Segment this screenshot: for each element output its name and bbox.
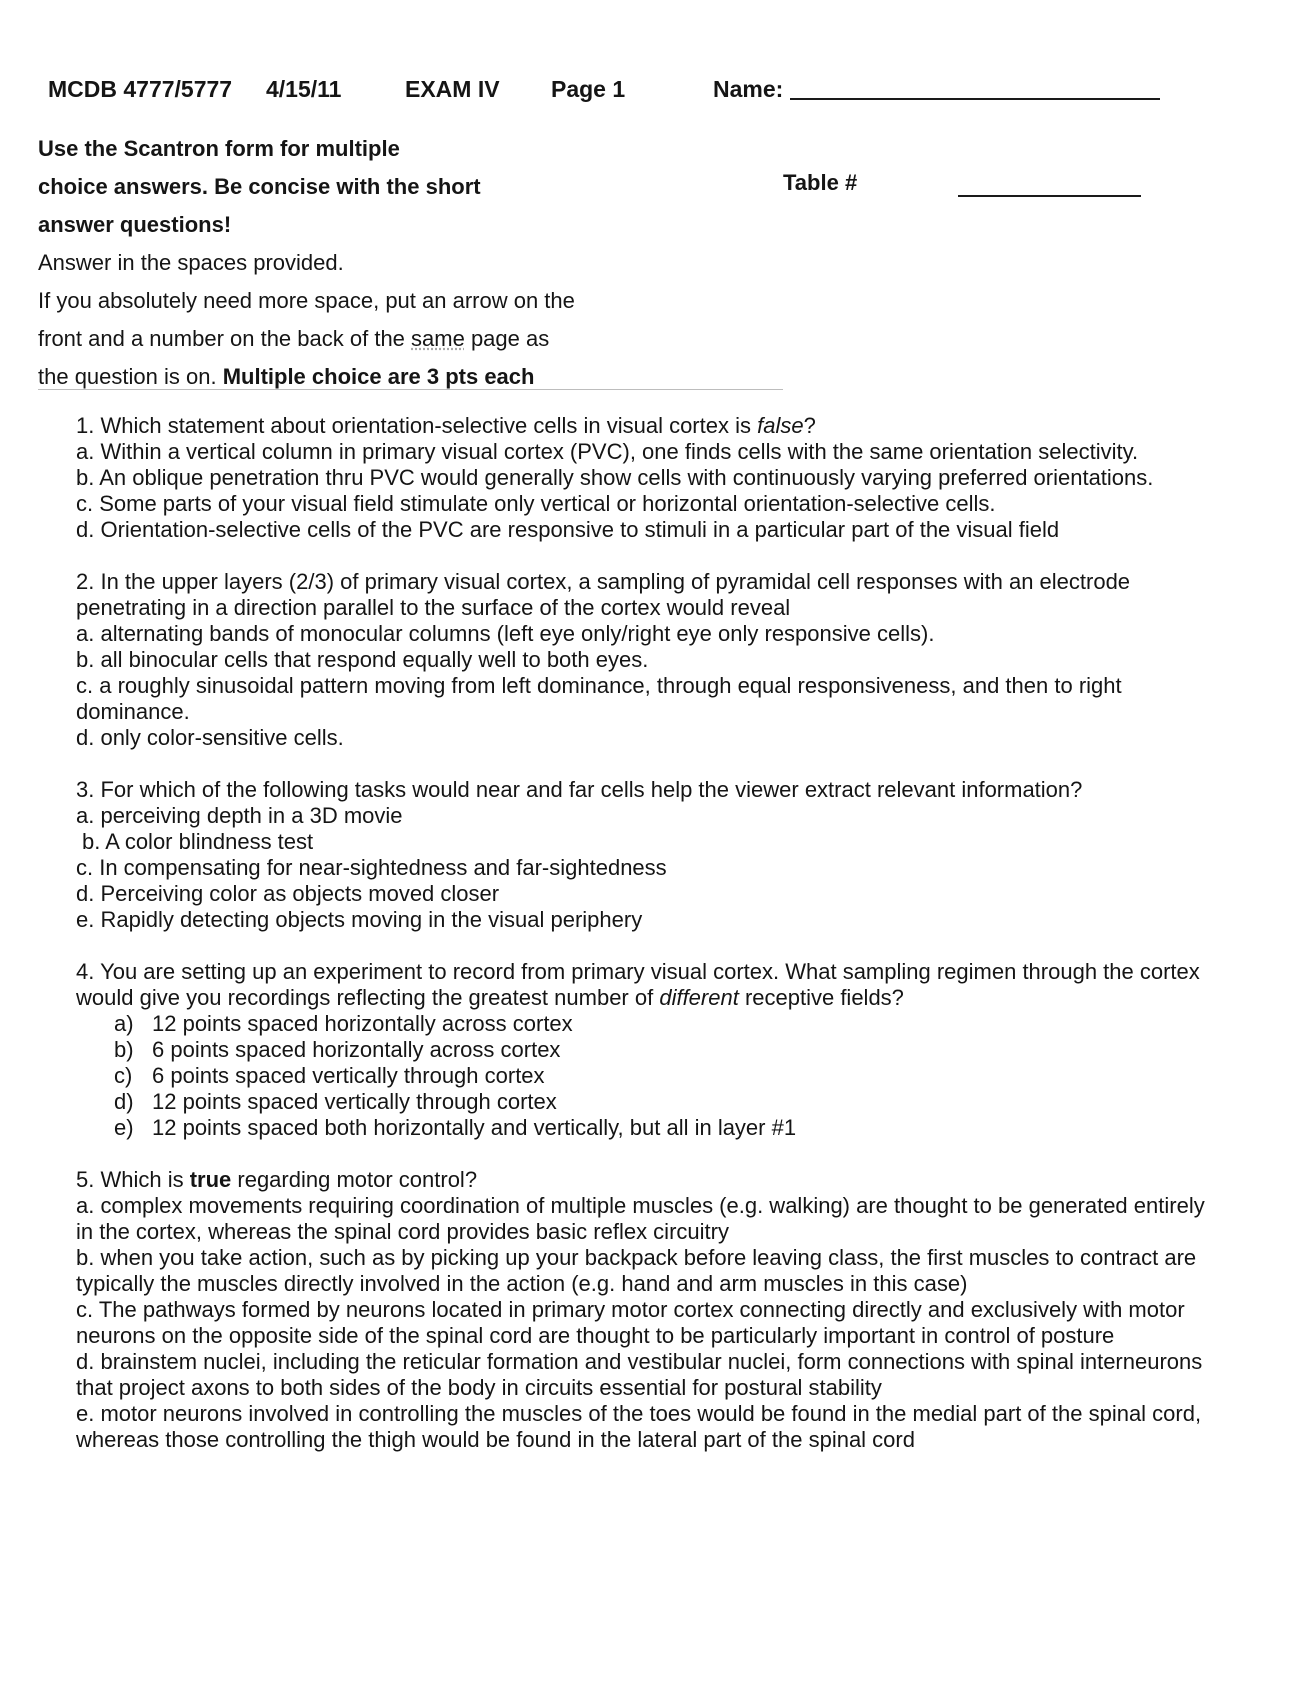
question-stem: 3. For which of the following tasks would near and far cells help the viewer extract relevant information? (76, 777, 1083, 802)
question-stem-emphasis: false (757, 413, 804, 438)
instructions-text: the question is on. (38, 364, 223, 389)
question-4 (76, 959, 1206, 1141)
answer-option-c: c. a roughly sinusoidal pattern moving from left dominance, through equal responsiveness, and then to right dominance. (76, 673, 1122, 724)
question-stem (76, 1167, 1206, 1193)
instructions-divider (38, 389, 783, 390)
instructions-text: front and a number on the back of the (38, 326, 412, 351)
instructions-text: page as (464, 326, 550, 351)
answer-option-c: c. Some parts of your visual field stimulate only vertical or horizontal orientation-selective cells. (76, 491, 996, 516)
question-stem-text: ? (803, 413, 816, 438)
question-stem-emphasis: different (659, 985, 739, 1010)
answer-option-a: a. perceiving depth in a 3D movie (76, 803, 403, 828)
question-stem-text: 1. Which statement about orientation-selective cells in visual cortex is (76, 413, 758, 438)
instructions-line: choice answers. Be concise with the short (38, 174, 481, 199)
exam-date: 4/15/11 (266, 76, 342, 102)
question-stem-text: receptive fields? (738, 985, 904, 1010)
option-letter: d) (114, 1089, 134, 1114)
instructions-block (38, 130, 798, 396)
instructions-line (38, 358, 798, 396)
option-letter: a) (114, 1011, 134, 1036)
questions-list (76, 413, 1206, 1479)
answer-option-d: d. Orientation-selective cells of the PVC are responsive to stimuli in a particular part of the visual field (76, 517, 1060, 542)
answer-option-c: c. In compensating for near-sightedness and far-sightedness (76, 855, 667, 880)
instructions-emphasis: same (411, 326, 465, 351)
option-letter: e) (114, 1115, 134, 1140)
answer-option-b (114, 1037, 1206, 1063)
answer-option-c: c. The pathways formed by neurons located in primary motor cortex connecting directly and exclusively with motor neurons on the opposite side of the spinal cord are thought to be particularly important in control of posture (76, 1297, 1185, 1348)
answer-option-b: b. when you take action, such as by picking up your backpack before leaving class, the first muscles to contract are typically the muscles directly involved in the action (e.g. hand and arm muscles in this case) (76, 1245, 1197, 1296)
instructions-line: answer questions! (38, 212, 232, 237)
answer-option-d (114, 1089, 1206, 1115)
table-number-label: Table # (783, 170, 858, 195)
answer-option-b: b. A color blindness test (82, 829, 314, 854)
question-stem-text: regarding motor control? (231, 1167, 478, 1192)
table-number-blank-line (958, 195, 1141, 197)
answer-option-c (114, 1063, 1206, 1089)
answer-option-e: e. Rapidly detecting objects moving in the visual periphery (76, 907, 643, 932)
option-text: 12 points spaced both horizontally and vertically, but all in layer #1 (152, 1115, 797, 1140)
instructions-line: If you absolutely need more space, put an arrow on the (38, 288, 575, 313)
question-1 (76, 413, 1206, 543)
question-3 (76, 777, 1206, 933)
option-letter: b) (114, 1037, 134, 1062)
answer-option-d: d. brainstem nuclei, including the reticular formation and vestibular nuclei, form connections with spinal interneurons that project axons to both sides of the body in circuits essential for postural stability (76, 1349, 1203, 1400)
points-note: Multiple choice are 3 pts each (222, 364, 535, 389)
answer-option-d: d. Perceiving color as objects moved closer (76, 881, 500, 906)
answer-option-a: a. complex movements requiring coordination of multiple muscles (e.g. walking) are thought to be generated entirely in the cortex, whereas the spinal cord provides basic reflex circuitry (76, 1193, 1205, 1244)
question-stem: 2. In the upper layers (2/3) of primary visual cortex, a sampling of pyramidal cell responses with an electrode penetrating in a direction parallel to the surface of the cortex would reveal (76, 569, 1131, 620)
option-letter: c) (114, 1063, 133, 1088)
answer-option-e: e. motor neurons involved in controlling the muscles of the toes would be found in the medial part of the spinal cord, whereas those controlling the thigh would be found in the lateral part of the spinal cord (76, 1401, 1202, 1452)
answer-option-a (114, 1011, 1206, 1037)
question-stem-text: 4. You are setting up an experiment to record from primary visual cortex. What sampling regimen through the cortex would give you recordings reflecting the greatest number of (76, 959, 1200, 1010)
answer-option-b: b. all binocular cells that respond equally well to both eyes. (76, 647, 649, 672)
exam-title: EXAM IV (405, 76, 500, 102)
exam-header (48, 76, 1168, 108)
option-text: 12 points spaced horizontally across cortex (152, 1011, 573, 1036)
instructions-line (38, 320, 798, 358)
page-number: Page 1 (551, 76, 626, 102)
instructions-line: Use the Scantron form for multiple (38, 136, 400, 161)
answer-option-a: a. alternating bands of monocular columns (left eye only/right eye only responsive cells). (76, 621, 935, 646)
option-text: 6 points spaced vertically through cortex (152, 1063, 545, 1088)
question-stem-text: 5. Which is (76, 1167, 190, 1192)
option-text: 6 points spaced horizontally across cortex (152, 1037, 561, 1062)
instructions-line: Answer in the spaces provided. (38, 250, 344, 275)
name-label: Name: (713, 76, 784, 102)
answer-options-list (76, 1011, 1206, 1141)
question-stem-emphasis: true (189, 1167, 232, 1192)
question-2 (76, 569, 1206, 751)
course-code: MCDB 4777/5777 (48, 76, 233, 102)
question-stem (76, 959, 1206, 1011)
option-text: 12 points spaced vertically through cortex (152, 1089, 557, 1114)
name-blank-line (790, 98, 1160, 100)
question-stem (76, 413, 1206, 439)
answer-option-a: a. Within a vertical column in primary visual cortex (PVC), one finds cells with the same orientation selectivity. (76, 439, 1139, 464)
answer-option-d: d. only color-sensitive cells. (76, 725, 344, 750)
question-5 (76, 1167, 1206, 1453)
answer-option-b: b. An oblique penetration thru PVC would generally show cells with continuously varying preferred orientations. (76, 465, 1154, 490)
answer-option-e (114, 1115, 1206, 1141)
